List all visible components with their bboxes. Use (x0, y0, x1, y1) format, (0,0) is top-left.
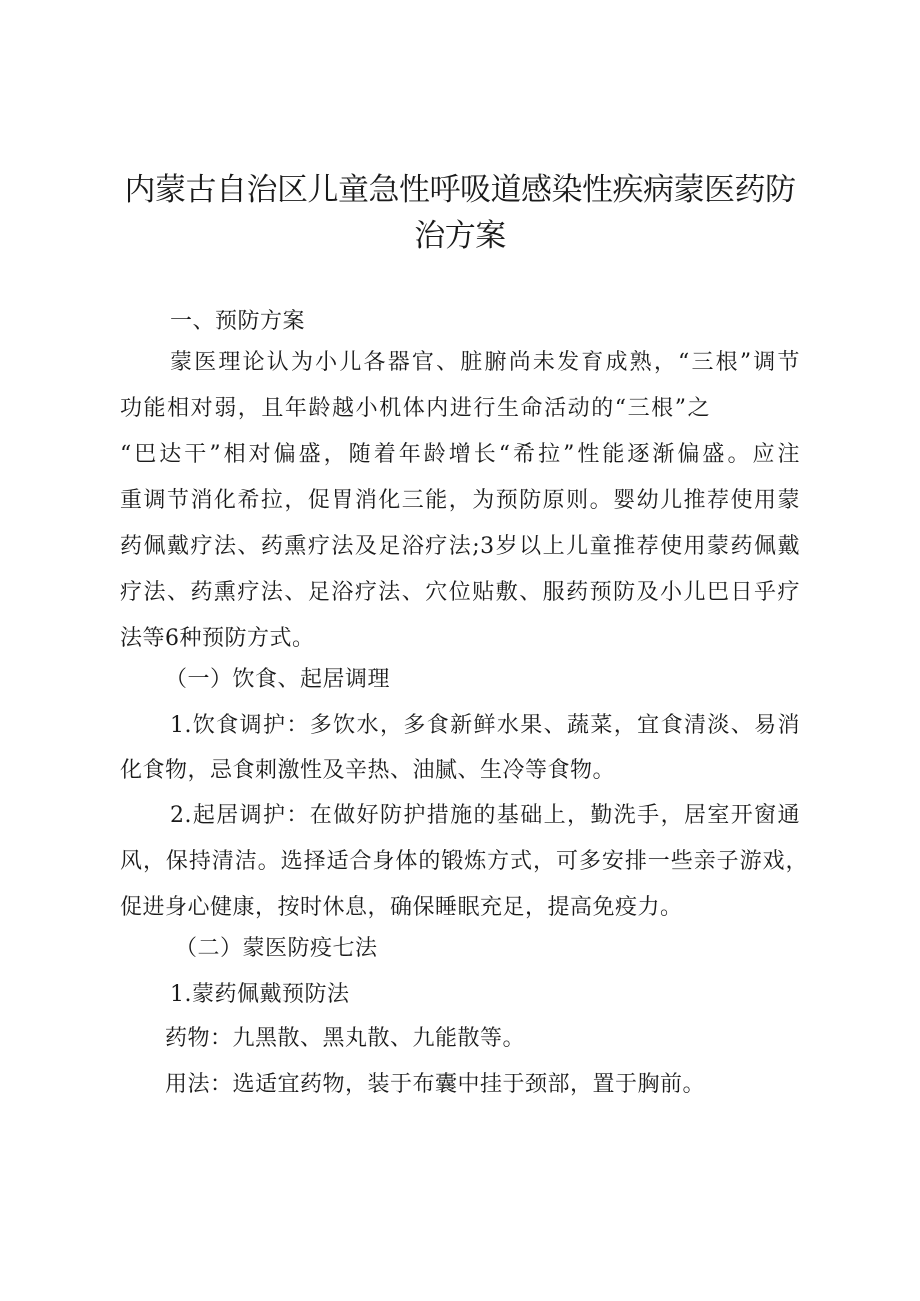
method-usage-line: 用法：选适宜药物，装于布囊中挂于颈部，置于胸前。 (165, 1072, 706, 1097)
paragraph-line: 药佩戴疗法、药熏疗法及足浴疗法;3岁以上儿童推荐使用蒙药佩戴 (120, 534, 800, 559)
paragraph-line: 蒙医理论认为小儿各器官、脏腑尚未发育成熟，“三根”调节 (170, 350, 800, 375)
subsection-heading-diet: （一）饮食、起居调理 (165, 667, 391, 692)
list-item-line: 风，保持清洁。选择适合身体的锻炼方式，可多安排一些亲子游戏， (120, 849, 808, 874)
paragraph-line: 疗法、药熏疗法、足浴疗法、穴位贴敷、服药预防及小儿巴日乎疗 (120, 580, 800, 605)
list-item-line: 促进身心健康，按时休息，确保睡眠充足，提高免疫力。 (120, 895, 683, 920)
list-item-line: 1.饮食调护：多饮水，多食新鲜水果、蔬菜，宜食清淡、易消 (170, 713, 800, 738)
document-title-line-1: 内蒙古自治区儿童急性呼吸道感染性疾病蒙医药防 (124, 172, 796, 208)
list-item-line: 化食物，忌食刺激性及辛热、油腻、生冷等食物。 (120, 758, 616, 783)
paragraph-line: 法等6种预防方式。 (120, 626, 315, 651)
paragraph-line: 功能相对弱，且年龄越小机体内进行生命活动的“三根”之 (120, 396, 710, 421)
method-drugs-line: 药物：九黑散、黑丸散、九能散等。 (165, 1026, 526, 1051)
document-title-line-2: 治方案 (414, 218, 506, 254)
method-heading: 1.蒙药佩戴预防法 (170, 982, 350, 1007)
paragraph-line: 重调节消化希拉，促胃消化三能，为预防原则。婴幼儿推荐使用蒙 (120, 488, 800, 513)
list-item-line: 2.起居调护：在做好防护措施的基础上，勤洗手，居室开窗通 (170, 803, 800, 828)
paragraph-line: “巴达干”相对偏盛，随着年龄增长“希拉”性能逐渐偏盛。应注 (120, 442, 800, 467)
section-heading-prevention: 一、预防方案 (170, 309, 306, 334)
subsection-heading-seven-methods: （二）蒙医防疫七法 (175, 936, 378, 961)
